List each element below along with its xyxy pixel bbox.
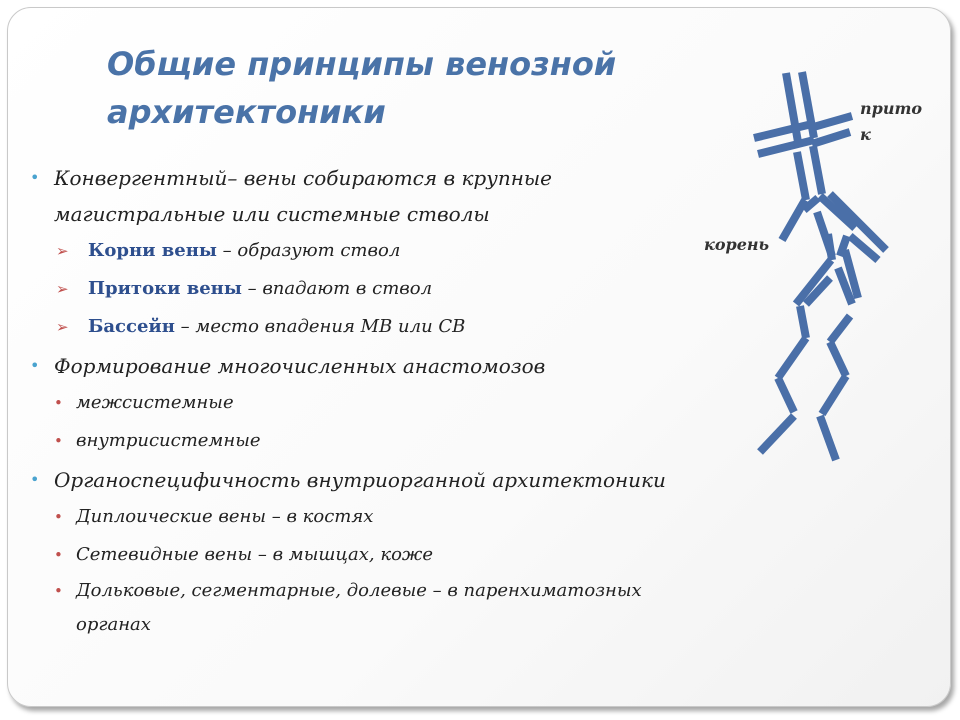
item-text: – место впадения МВ или СВ [174,316,466,337]
list-item [30,422,690,460]
vein-segment [810,116,852,128]
item-term: Корни вены [88,240,217,261]
bullet-icon: • [54,394,63,412]
item-text: Органоспецифичность внутриорганной архитектоники [54,468,666,492]
vein-segment [813,146,822,194]
list-item [30,384,690,422]
item-term: Притоки вены [88,278,242,299]
vein-segment [822,376,846,414]
item-text: внутрисистемные [76,430,261,451]
vein-segment [812,132,850,144]
arrow-bullet-icon: ➢ [56,280,69,298]
list-item [30,160,690,232]
list-item [30,232,690,270]
vein-segment [758,140,814,154]
list-item [30,308,690,346]
list-item [30,574,690,642]
item-text: – образуют ствол [216,240,401,261]
root-label: корень [704,235,770,254]
bullet-icon: • [30,356,40,375]
item-term: Бассейн [88,316,175,337]
arrow-bullet-icon: ➢ [56,318,69,336]
tributary-label-line2: к [860,125,871,144]
item-text: Диплоические вены – в костях [76,506,374,527]
item-text: Формирование многочисленных анастомозов [54,354,546,378]
item-text: Сетевидные вены – в мышцах, коже [76,544,434,565]
vein-segment [800,306,806,338]
vein-segment [754,124,812,138]
vein-segment [830,316,850,342]
list-item [30,270,690,308]
item-text: Дольковые, сегментарные, долевые – в паренхиматозных органах [76,580,642,635]
list-item [30,498,690,536]
bullet-icon: • [54,546,63,564]
bullet-icon: • [54,432,63,450]
bullet-icon: • [54,582,63,600]
item-text: Конвергентный– вены собираются в крупные магистральные или системные стволы [54,166,553,226]
vein-segment [828,234,832,260]
list-item [30,536,690,574]
tributary-label [860,96,940,148]
tributary-label-line1: прито [860,99,923,118]
bullet-icon: • [54,508,63,526]
vein-segment [830,342,846,376]
slide-title: Общие принципы венозной архитектоники [107,45,617,131]
item-text: межсистемные [76,392,234,413]
vein-segment [782,200,805,240]
bullet-icon: • [30,470,40,489]
list-item [30,462,690,498]
item-text: – впадают в ствол [241,278,433,299]
bullet-icon: • [30,168,40,187]
vein-segment [820,416,836,460]
vein-segment [797,152,806,200]
bullet-list [30,160,690,642]
list-item [30,348,690,384]
vein-segment [778,338,806,378]
arrow-bullet-icon: ➢ [56,242,69,260]
vein-segment [760,416,794,452]
vein-segment [778,378,794,412]
